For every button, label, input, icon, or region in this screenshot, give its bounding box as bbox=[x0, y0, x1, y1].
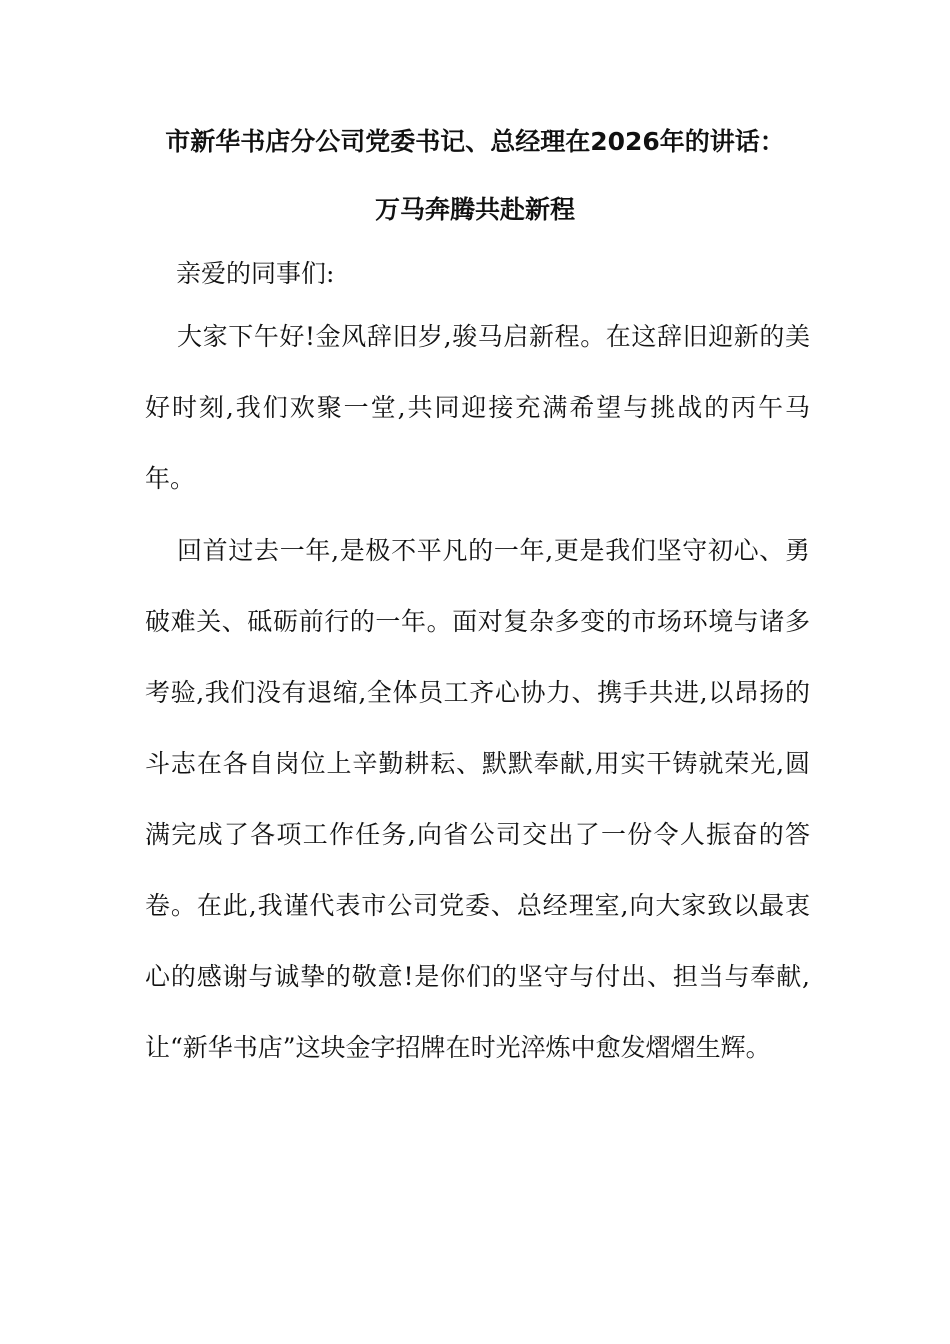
paragraph-review: 回首过去一年,是极不平凡的一年,更是我们坚守初心、勇破难关、砥砺前行的一年。面对复杂多变的市场环境与诸多考验,我们没有退缩,全体员工齐心协力、携手共进,以昂扬的斗志在各自岗位上辛勤耕耘、默默奉献,用实干铸就荣光,圆满完成了各项工作任务,向省公司交出了一份令人振奋的答卷。在此,我谨代表市公司党委、总经理室,向大家致以最衷心的感谢与诚挚的敬意!是你们的坚守与付出、担当与奉献,让“新华书店”这块金字招牌在时光淬炼中愈发熠熠生辉。 bbox=[145, 536, 810, 1062]
document-title: 市新华书店分公司党委书记、总经理在2026年的讲话： bbox=[165, 127, 785, 156]
salutation: 亲爱的同事们: bbox=[176, 259, 335, 288]
document-subtitle: 万马奔腾共赴新程 bbox=[374, 195, 575, 224]
paragraph-greeting: 大家下午好!金风辞旧岁,骏马启新程。在这辞旧迎新的美好时刻,我们欢聚一堂,共同迎接充满希望与挑战的丙午马年。 bbox=[145, 322, 810, 493]
